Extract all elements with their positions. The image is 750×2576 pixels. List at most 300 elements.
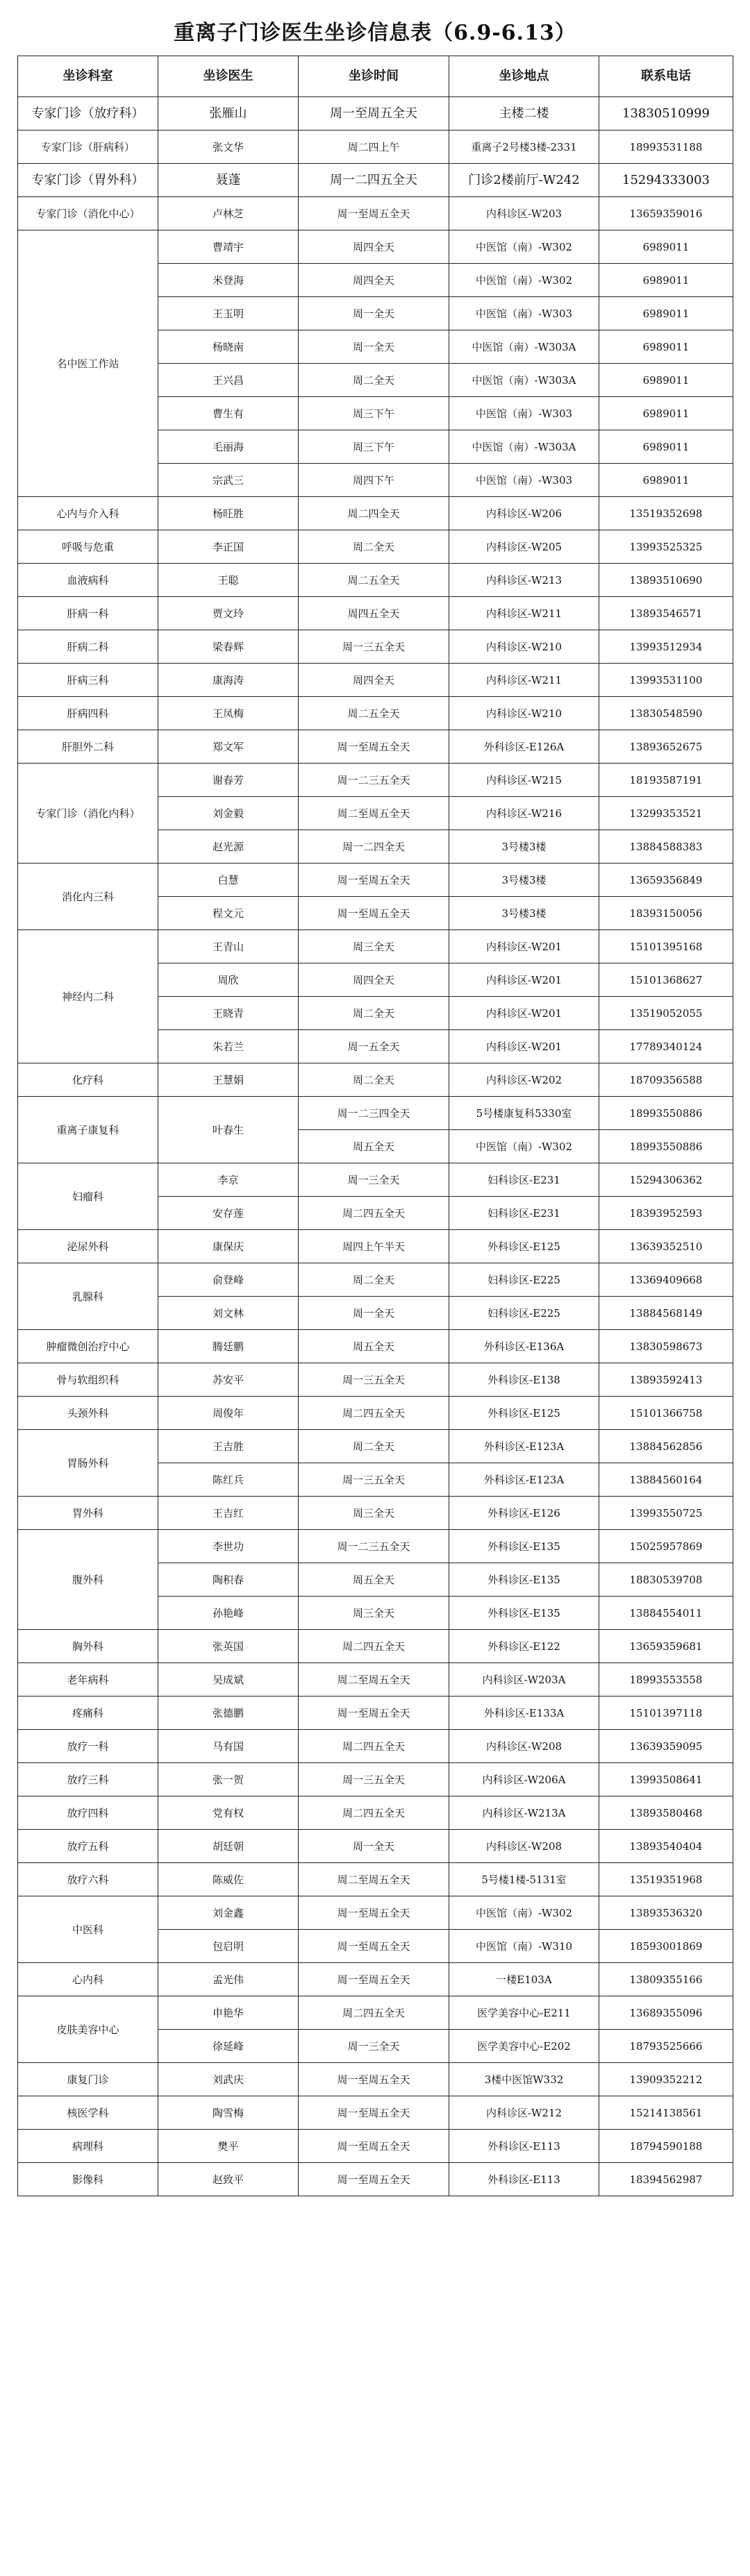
doctor-cell: 陈红兵 [158, 1463, 299, 1497]
location-cell: 外科诊区-E123A [449, 1430, 599, 1463]
location-cell: 内科诊区-W215 [449, 764, 599, 797]
doctor-cell: 杨晓南 [158, 330, 299, 364]
time-cell: 周四下午 [299, 464, 449, 497]
time-cell: 周一二四五全天 [299, 164, 449, 197]
time-cell: 周二全天 [299, 364, 449, 397]
time-cell: 周一二三四全天 [299, 1097, 449, 1130]
doctor-cell: 苏安平 [158, 1363, 299, 1397]
time-cell: 周一二三五全天 [299, 764, 449, 797]
dept-cell: 名中医工作站 [18, 230, 158, 497]
phone-cell: 13659359681 [599, 1630, 733, 1663]
dept-cell: 疼痛科 [18, 1697, 158, 1730]
location-cell: 外科诊区-E113 [449, 2130, 599, 2163]
time-cell: 周二四上午 [299, 131, 449, 164]
phone-cell: 13993525325 [599, 530, 733, 564]
phone-cell: 13893592413 [599, 1363, 733, 1397]
table-row [18, 1530, 733, 1563]
location-cell: 外科诊区-E122 [449, 1630, 599, 1663]
time-cell: 周一至周五全天 [299, 97, 449, 131]
dept-cell: 重离子康复科 [18, 1097, 158, 1163]
phone-cell: 18393952593 [599, 1197, 733, 1230]
phone-cell: 13893540404 [599, 1830, 733, 1863]
phone-cell: 13659356849 [599, 864, 733, 897]
phone-cell: 13884568149 [599, 1297, 733, 1330]
location-cell: 中医馆（南）-W302 [449, 1130, 599, 1163]
doctor-cell: 康海涛 [158, 664, 299, 697]
doctor-cell: 康保庆 [158, 1230, 299, 1263]
doctor-cell: 米登海 [158, 264, 299, 297]
dept-cell: 骨与软组织科 [18, 1363, 158, 1397]
phone-cell: 6989011 [599, 264, 733, 297]
doctor-cell: 刘武庆 [158, 2063, 299, 2096]
phone-cell: 13299353521 [599, 797, 733, 830]
dept-cell: 肝病四科 [18, 697, 158, 730]
doctor-cell: 党有权 [158, 1796, 299, 1830]
table-row [18, 930, 733, 963]
time-cell: 周一二四全天 [299, 830, 449, 864]
doctor-cell: 李世功 [158, 1530, 299, 1563]
dept-cell: 康复门诊 [18, 2063, 158, 2096]
table-row [18, 1697, 733, 1730]
location-cell: 3号楼3楼 [449, 830, 599, 864]
dept-cell: 肝病三科 [18, 664, 158, 697]
doctor-cell: 卢林芝 [158, 197, 299, 230]
phone-cell: 13893652675 [599, 730, 733, 764]
table-row [18, 1830, 733, 1863]
table-row [18, 497, 733, 530]
time-cell: 周一至周五全天 [299, 864, 449, 897]
table-row [18, 1163, 733, 1197]
table-row [18, 1630, 733, 1663]
location-cell: 内科诊区-W201 [449, 930, 599, 963]
doctor-cell: 赵光源 [158, 830, 299, 864]
dept-cell: 心内与介入科 [18, 497, 158, 530]
doctor-cell: 聂蓬 [158, 164, 299, 197]
phone-cell: 18393150056 [599, 897, 733, 930]
location-cell: 中医馆（南）-W303 [449, 464, 599, 497]
table-row [18, 1330, 733, 1363]
table-row [18, 1230, 733, 1263]
phone-cell: 13689355096 [599, 1996, 733, 2030]
location-cell: 外科诊区-E135 [449, 1563, 599, 1597]
doctor-cell: 王兴昌 [158, 364, 299, 397]
time-cell: 周一至周五全天 [299, 1896, 449, 1930]
doctor-cell: 周欣 [158, 963, 299, 997]
location-cell: 内科诊区-W208 [449, 1730, 599, 1763]
phone-cell: 13893510690 [599, 564, 733, 597]
table-row [18, 1497, 733, 1530]
time-cell: 周二五全天 [299, 564, 449, 597]
dept-cell: 腹外科 [18, 1530, 158, 1630]
phone-cell: 6989011 [599, 430, 733, 464]
doctor-cell: 陶雪梅 [158, 2096, 299, 2130]
table-row [18, 230, 733, 264]
time-cell: 周四全天 [299, 963, 449, 997]
phone-cell: 17789340124 [599, 1030, 733, 1063]
location-cell: 5号楼1楼-5131室 [449, 1863, 599, 1896]
table-row [18, 1663, 733, 1697]
location-cell: 内科诊区-W201 [449, 963, 599, 997]
doctor-cell: 刘金毅 [158, 797, 299, 830]
time-cell: 周二全天 [299, 1063, 449, 1097]
location-cell: 中医馆（南）-W303A [449, 364, 599, 397]
doctor-cell: 周俊年 [158, 1397, 299, 1430]
doctor-cell: 毛丽海 [158, 430, 299, 464]
phone-cell: 15101397118 [599, 1697, 733, 1730]
location-cell: 中医馆（南）-W302 [449, 1896, 599, 1930]
time-cell: 周一至周五全天 [299, 2063, 449, 2096]
location-cell: 内科诊区-W213 [449, 564, 599, 597]
time-cell: 周二全天 [299, 997, 449, 1030]
phone-cell: 18793525666 [599, 2030, 733, 2063]
table-row [18, 2096, 733, 2130]
phone-cell: 15101366758 [599, 1397, 733, 1430]
phone-cell: 13893536320 [599, 1896, 733, 1930]
table-row [18, 564, 733, 597]
doctor-cell: 刘金鑫 [158, 1896, 299, 1930]
dept-cell: 神经内二科 [18, 930, 158, 1063]
table-row [18, 1430, 733, 1463]
doctor-cell: 胡廷朝 [158, 1830, 299, 1863]
doctor-cell: 王吉红 [158, 1497, 299, 1530]
doctor-cell: 陶积春 [158, 1563, 299, 1597]
time-cell: 周二四全天 [299, 497, 449, 530]
dept-cell: 肝胆外二科 [18, 730, 158, 764]
phone-cell: 13639359095 [599, 1730, 733, 1763]
phone-cell: 15025957869 [599, 1530, 733, 1563]
dept-cell: 专家门诊（胃外科） [18, 164, 158, 197]
table-row [18, 97, 733, 131]
location-cell: 中医馆（南）-W302 [449, 264, 599, 297]
phone-cell: 18993553558 [599, 1663, 733, 1697]
dept-cell: 心内科 [18, 1963, 158, 1996]
phone-cell: 13893580468 [599, 1796, 733, 1830]
time-cell: 周四五全天 [299, 597, 449, 630]
time-cell: 周三下午 [299, 430, 449, 464]
time-cell: 周二全天 [299, 530, 449, 564]
phone-cell: 13639352510 [599, 1230, 733, 1263]
location-cell: 内科诊区-W211 [449, 597, 599, 630]
table-row [18, 1397, 733, 1430]
location-cell: 医学美容中心-E202 [449, 2030, 599, 2063]
location-cell: 内科诊区-W213A [449, 1796, 599, 1830]
dept-cell: 影像科 [18, 2163, 158, 2196]
table-row [18, 1763, 733, 1796]
location-cell: 内科诊区-W201 [449, 997, 599, 1030]
doctor-cell: 梁春辉 [158, 630, 299, 664]
doctor-cell: 叶春生 [158, 1097, 299, 1163]
doctor-cell: 王青山 [158, 930, 299, 963]
location-cell: 中医馆（南）-W302 [449, 230, 599, 264]
location-cell: 外科诊区-E136A [449, 1330, 599, 1363]
location-cell: 外科诊区-E113 [449, 2163, 599, 2196]
time-cell: 周三下午 [299, 397, 449, 430]
phone-cell: 6989011 [599, 330, 733, 364]
location-cell: 外科诊区-E125 [449, 1230, 599, 1263]
phone-cell: 13884562856 [599, 1430, 733, 1463]
header-doctor: 坐诊医生 [158, 56, 299, 97]
doctor-cell: 贾文玲 [158, 597, 299, 630]
location-cell: 中医馆（南）-W303A [449, 330, 599, 364]
location-cell: 妇科诊区-E231 [449, 1163, 599, 1197]
dept-cell: 消化内三科 [18, 864, 158, 930]
time-cell: 周二全天 [299, 1263, 449, 1297]
phone-cell: 18193587191 [599, 764, 733, 797]
doctor-cell: 张文华 [158, 131, 299, 164]
doctor-cell: 杨旺胜 [158, 497, 299, 530]
time-cell: 周一全天 [299, 297, 449, 330]
time-cell: 周二四五全天 [299, 1397, 449, 1430]
dept-cell: 妇瘤科 [18, 1163, 158, 1230]
phone-cell: 15294333003 [599, 164, 733, 197]
phone-cell: 6989011 [599, 464, 733, 497]
location-cell: 内科诊区-W206 [449, 497, 599, 530]
location-cell: 内科诊区-W206A [449, 1763, 599, 1796]
table-row [18, 164, 733, 197]
phone-cell: 13993550725 [599, 1497, 733, 1530]
phone-cell: 15214138561 [599, 2096, 733, 2130]
header-dept: 坐诊科室 [18, 56, 158, 97]
time-cell: 周二至周五全天 [299, 1663, 449, 1697]
time-cell: 周一三五全天 [299, 1763, 449, 1796]
location-cell: 外科诊区-E126 [449, 1497, 599, 1530]
location-cell: 内科诊区-W212 [449, 2096, 599, 2130]
dept-cell: 专家门诊（消化内科） [18, 764, 158, 864]
location-cell: 内科诊区-W216 [449, 797, 599, 830]
schedule-table [17, 56, 733, 2196]
location-cell: 外科诊区-E138 [449, 1363, 599, 1397]
time-cell: 周一至周五全天 [299, 197, 449, 230]
dept-cell: 肝病一科 [18, 597, 158, 630]
dept-cell: 泌尿外科 [18, 1230, 158, 1263]
location-cell: 妇科诊区-E225 [449, 1263, 599, 1297]
time-cell: 周四全天 [299, 664, 449, 697]
phone-cell: 13884588383 [599, 830, 733, 864]
phone-cell: 6989011 [599, 397, 733, 430]
doctor-cell: 申艳华 [158, 1996, 299, 2030]
location-cell: 内科诊区-W210 [449, 630, 599, 664]
doctor-cell: 王慧娟 [158, 1063, 299, 1097]
table-row [18, 1063, 733, 1097]
dept-cell: 中医科 [18, 1896, 158, 1963]
table-row [18, 1263, 733, 1297]
phone-cell: 13893546571 [599, 597, 733, 630]
dept-cell: 乳腺科 [18, 1263, 158, 1330]
doctor-cell: 包启明 [158, 1930, 299, 1963]
time-cell: 周五全天 [299, 1563, 449, 1597]
doctor-cell: 陈威佐 [158, 1863, 299, 1896]
dept-cell: 皮肤美容中心 [18, 1996, 158, 2063]
dept-cell: 胸外科 [18, 1630, 158, 1663]
phone-cell: 13909352212 [599, 2063, 733, 2096]
phone-cell: 13809355166 [599, 1963, 733, 1996]
phone-cell: 13519351968 [599, 1863, 733, 1896]
dept-cell: 肿瘤微创治疗中心 [18, 1330, 158, 1363]
dept-cell: 胃肠外科 [18, 1430, 158, 1497]
doctor-cell: 朱若兰 [158, 1030, 299, 1063]
location-cell: 医学美容中心-E211 [449, 1996, 599, 2030]
location-cell: 中医馆（南）-W303A [449, 430, 599, 464]
phone-cell: 18709356588 [599, 1063, 733, 1097]
phone-cell: 13993512934 [599, 630, 733, 664]
table-row [18, 1896, 733, 1930]
location-cell: 一楼E103A [449, 1963, 599, 1996]
table-row [18, 131, 733, 164]
doctor-cell: 徐延峰 [158, 2030, 299, 2063]
doctor-cell: 宗武三 [158, 464, 299, 497]
time-cell: 周一全天 [299, 1297, 449, 1330]
location-cell: 内科诊区-W203 [449, 197, 599, 230]
location-cell: 妇科诊区-E231 [449, 1197, 599, 1230]
time-cell: 周一三全天 [299, 1163, 449, 1197]
dept-cell: 放疗五科 [18, 1830, 158, 1863]
phone-cell: 13884560164 [599, 1463, 733, 1497]
doctor-cell: 张德鹏 [158, 1697, 299, 1730]
phone-cell: 13830598673 [599, 1330, 733, 1363]
location-cell: 5号楼康复科5330室 [449, 1097, 599, 1130]
time-cell: 周一至周五全天 [299, 1963, 449, 1996]
phone-cell: 6989011 [599, 364, 733, 397]
phone-cell: 13884554011 [599, 1597, 733, 1630]
table-row [18, 2163, 733, 2196]
phone-cell: 13369409668 [599, 1263, 733, 1297]
phone-cell: 6989011 [599, 297, 733, 330]
time-cell: 周一至周五全天 [299, 2163, 449, 2196]
time-cell: 周五全天 [299, 1330, 449, 1363]
time-cell: 周二至周五全天 [299, 797, 449, 830]
time-cell: 周五全天 [299, 1130, 449, 1163]
doctor-cell: 樊平 [158, 2130, 299, 2163]
time-cell: 周一五全天 [299, 1030, 449, 1063]
phone-cell: 13519352698 [599, 497, 733, 530]
time-cell: 周一三五全天 [299, 1363, 449, 1397]
time-cell: 周一至周五全天 [299, 730, 449, 764]
doctor-cell: 张雁山 [158, 97, 299, 131]
location-cell: 妇科诊区-E225 [449, 1297, 599, 1330]
dept-cell: 胃外科 [18, 1497, 158, 1530]
doctor-cell: 程文元 [158, 897, 299, 930]
dept-cell: 呼吸与危重 [18, 530, 158, 564]
dept-cell: 专家门诊（消化中心） [18, 197, 158, 230]
dept-cell: 放疗三科 [18, 1763, 158, 1796]
location-cell: 外科诊区-E123A [449, 1463, 599, 1497]
location-cell: 3楼中医馆W332 [449, 2063, 599, 2096]
table-row [18, 1996, 733, 2030]
dept-cell: 专家门诊（放疗科） [18, 97, 158, 131]
time-cell: 周四全天 [299, 230, 449, 264]
location-cell: 3号楼3楼 [449, 864, 599, 897]
dept-cell: 放疗四科 [18, 1796, 158, 1830]
location-cell: 主楼二楼 [449, 97, 599, 131]
time-cell: 周四全天 [299, 264, 449, 297]
doctor-cell: 郑文军 [158, 730, 299, 764]
time-cell: 周一三五全天 [299, 630, 449, 664]
doctor-cell: 赵致平 [158, 2163, 299, 2196]
table-row [18, 664, 733, 697]
doctor-cell: 曹靖宇 [158, 230, 299, 264]
header-phone: 联系电话 [599, 56, 733, 97]
doctor-cell: 曹生有 [158, 397, 299, 430]
dept-cell: 化疗科 [18, 1063, 158, 1097]
phone-cell: 18830539708 [599, 1563, 733, 1597]
header-location: 坐诊地点 [449, 56, 599, 97]
location-cell: 重离子2号楼3楼-2331 [449, 131, 599, 164]
phone-cell: 18794590188 [599, 2130, 733, 2163]
table-row [18, 1097, 733, 1130]
time-cell: 周一三五全天 [299, 1463, 449, 1497]
table-row [18, 730, 733, 764]
table-row [18, 1796, 733, 1830]
time-cell: 周二四五全天 [299, 1996, 449, 2030]
table-row [18, 630, 733, 664]
location-cell: 内科诊区-W208 [449, 1830, 599, 1863]
time-cell: 周三全天 [299, 1597, 449, 1630]
time-cell: 周二四五全天 [299, 1730, 449, 1763]
doctor-cell: 孙艳峰 [158, 1597, 299, 1630]
time-cell: 周一三全天 [299, 2030, 449, 2063]
doctor-cell: 李正国 [158, 530, 299, 564]
phone-cell: 18993550886 [599, 1130, 733, 1163]
time-cell: 周二四五全天 [299, 1796, 449, 1830]
phone-cell: 13830548590 [599, 697, 733, 730]
location-cell: 外科诊区-E135 [449, 1597, 599, 1630]
location-cell: 内科诊区-W211 [449, 664, 599, 697]
time-cell: 周二四五全天 [299, 1630, 449, 1663]
page-title: 重离子门诊医生坐诊信息表（6.9-6.13） [174, 21, 576, 45]
time-cell: 周二五全天 [299, 697, 449, 730]
table-row [18, 2130, 733, 2163]
time-cell: 周一至周五全天 [299, 2130, 449, 2163]
doctor-cell: 王吉胜 [158, 1430, 299, 1463]
doctor-cell: 张英国 [158, 1630, 299, 1663]
doctor-cell: 马有国 [158, 1730, 299, 1763]
time-cell: 周一全天 [299, 330, 449, 364]
location-cell: 中医馆（南）-W303 [449, 297, 599, 330]
dept-cell: 放疗六科 [18, 1863, 158, 1896]
time-cell: 周二全天 [299, 1430, 449, 1463]
phone-cell: 15101368627 [599, 963, 733, 997]
phone-cell: 15101395168 [599, 930, 733, 963]
location-cell: 外科诊区-E135 [449, 1530, 599, 1563]
dept-cell: 老年病科 [18, 1663, 158, 1697]
doctor-cell: 腾廷鹏 [158, 1330, 299, 1363]
location-cell: 3号楼3楼 [449, 897, 599, 930]
doctor-cell: 谢春芳 [158, 764, 299, 797]
doctor-cell: 刘文林 [158, 1297, 299, 1330]
time-cell: 周一至周五全天 [299, 1930, 449, 1963]
doctor-cell: 安存莲 [158, 1197, 299, 1230]
time-cell: 周二四五全天 [299, 1197, 449, 1230]
location-cell: 内科诊区-W201 [449, 1030, 599, 1063]
location-cell: 中医馆（南）-W303 [449, 397, 599, 430]
time-cell: 周三全天 [299, 1497, 449, 1530]
phone-cell: 13659359016 [599, 197, 733, 230]
dept-cell: 放疗一科 [18, 1730, 158, 1763]
doctor-cell: 孟光伟 [158, 1963, 299, 1996]
time-cell: 周一全天 [299, 1830, 449, 1863]
header-row [18, 56, 733, 97]
location-cell: 中医馆（南）-W310 [449, 1930, 599, 1963]
phone-cell: 15294306362 [599, 1163, 733, 1197]
phone-cell: 18394562987 [599, 2163, 733, 2196]
table-row [18, 864, 733, 897]
dept-cell: 核医学科 [18, 2096, 158, 2130]
table-row [18, 2063, 733, 2096]
schedule-body [18, 97, 733, 2196]
phone-cell: 13519052055 [599, 997, 733, 1030]
time-cell: 周一至周五全天 [299, 2096, 449, 2130]
location-cell: 外科诊区-E125 [449, 1397, 599, 1430]
